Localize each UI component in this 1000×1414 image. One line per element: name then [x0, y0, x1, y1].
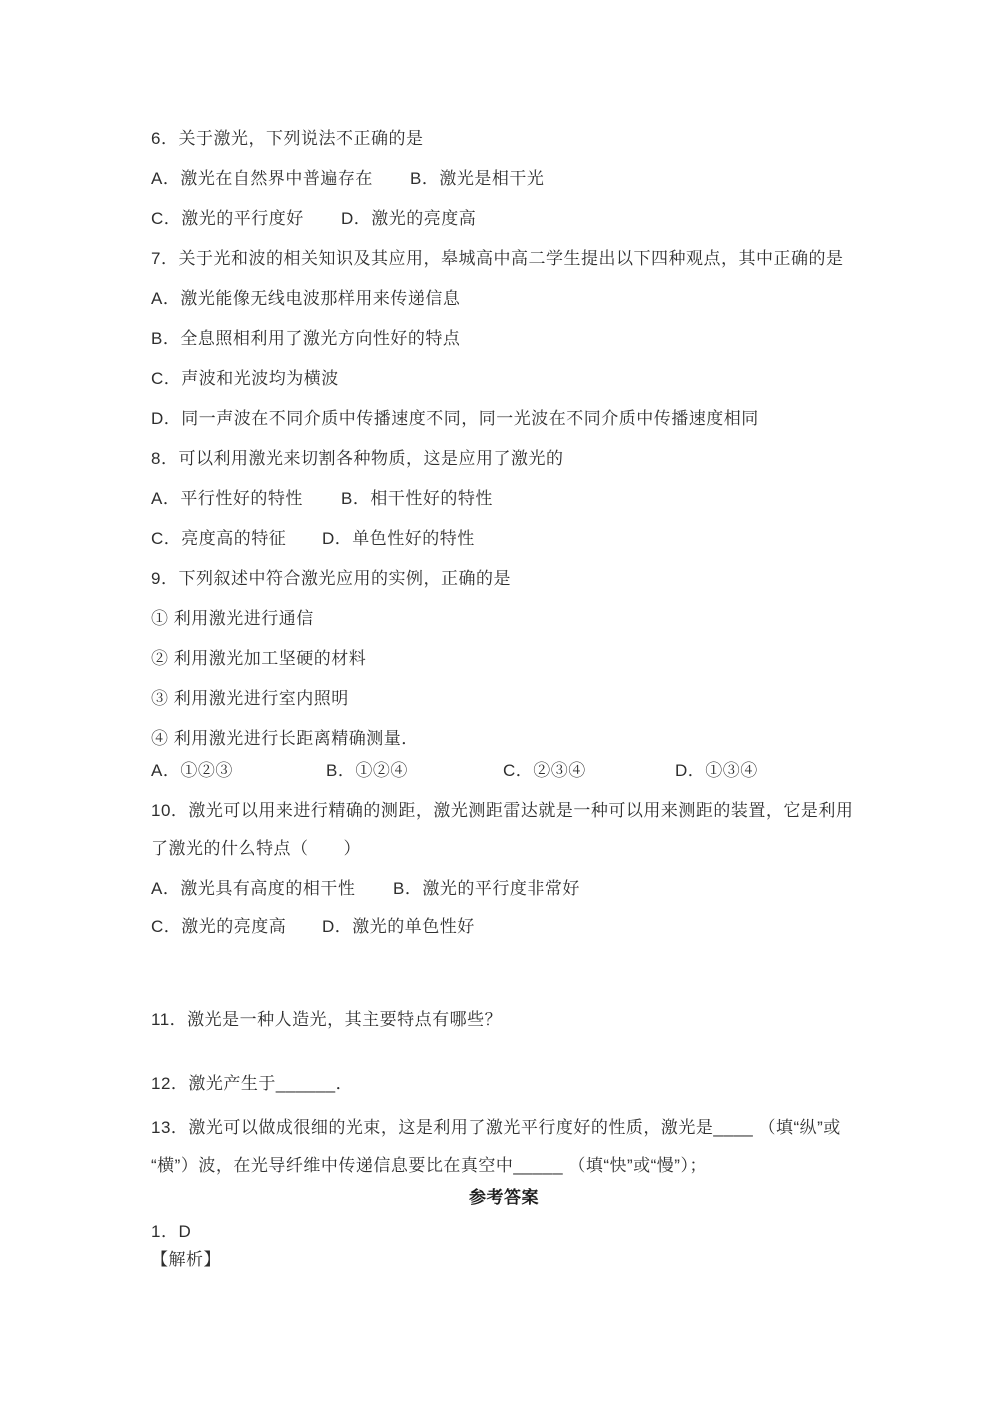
q9-option-d: D．①③④: [675, 761, 758, 780]
answers-heading: 参考答案: [469, 1188, 539, 1207]
q12-title: 12．激光产生于______．: [151, 1074, 354, 1093]
q13-line2: “横”）波，在光导纤维中传递信息要比在真空中_____ （填“快”或“慢”）；: [151, 1156, 707, 1175]
q10-title-line1: 10．激光可以用来进行精确的测距，激光测距雷达就是一种可以用来测距的装置，它是利用: [151, 801, 854, 820]
q10-option-c: C．激光的亮度高: [151, 917, 287, 936]
q10-option-b: B．激光的平行度非常好: [393, 879, 580, 898]
q9-item-3: ③ 利用激光进行室内照明: [151, 689, 349, 708]
q6-options-cd: [151, 199, 857, 239]
q8-options-cd: [151, 519, 857, 559]
analysis-label: 【解析】: [151, 1250, 221, 1269]
q7-option-c: C．声波和光波均为横波: [151, 369, 339, 388]
q8-option-d: D．单色性好的特性: [322, 529, 475, 548]
q7-title: 7．关于光和波的相关知识及其应用，皋城高中高二学生提出以下四种观点，其中正确的是: [151, 249, 844, 268]
q8-title: 8．可以利用激光来切割各种物质，这是应用了激光的: [151, 449, 564, 468]
q9-option-c: C．②③④: [503, 761, 586, 780]
q9-option-a: A．①②③: [151, 761, 233, 780]
q9-title: 9．下列叙述中符合激光应用的实例，正确的是: [151, 569, 511, 588]
q6-option-a: A．激光在自然界中普遍存在: [151, 169, 373, 188]
answer-item-1: 1．D: [151, 1222, 192, 1241]
q9-options-row: [151, 751, 857, 791]
q6-option-b: B．激光是相干光: [410, 169, 545, 188]
q10-option-d: D．激光的单色性好: [322, 917, 475, 936]
q7-option-a: A．激光能像无线电波那样用来传递信息: [151, 289, 461, 308]
q6-option-c: C．激光的平行度好: [151, 209, 304, 228]
q10-options-cd: [151, 907, 857, 947]
q7-option-b: B．全息照相利用了激光方向性好的特点: [151, 329, 461, 348]
q10-options-ab: [151, 869, 857, 909]
q10-option-a: A．激光具有高度的相干性: [151, 879, 356, 898]
q8-option-c: C．亮度高的特征: [151, 529, 287, 548]
q10-title-line2: 了激光的什么特点（ ）: [151, 839, 361, 858]
q7-option-d: D．同一声波在不同介质中传播速度不同，同一光波在不同介质中传播速度相同: [151, 409, 759, 428]
q6-options-ab: [151, 159, 857, 199]
q9-item-4: ④ 利用激光进行长距离精确测量．: [151, 729, 419, 748]
q11-title: 11．激光是一种人造光，其主要特点有哪些？: [151, 1010, 503, 1029]
q8-option-b: B．相干性好的特性: [341, 489, 493, 508]
q13-line1: 13．激光可以做成很细的光束，这是利用了激光平行度好的性质，激光是____ （填“纵”或: [151, 1118, 841, 1137]
q8-option-a: A．平行性好的特性: [151, 489, 303, 508]
q6-option-d: D．激光的亮度高: [341, 209, 477, 228]
q9-item-1: ① 利用激光进行通信: [151, 609, 314, 628]
q8-options-ab: [151, 479, 857, 519]
q9-option-b: B．①②④: [326, 761, 408, 780]
q6-title: 6．关于激光，下列说法不正确的是: [151, 129, 424, 148]
q9-item-2: ② 利用激光加工坚硬的材料: [151, 649, 367, 668]
